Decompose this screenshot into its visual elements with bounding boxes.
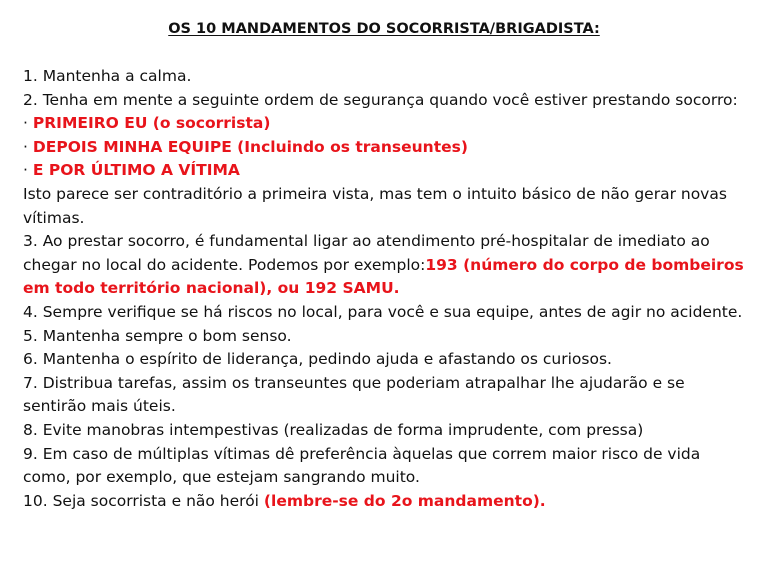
explanation-line-2: vítimas.: [23, 208, 85, 227]
priority-2-text: DEPOIS MINHA EQUIPE (Incluindo os transeuntes): [32, 137, 468, 156]
item-5: 5. Mantenha sempre o bom senso.: [23, 326, 292, 345]
priority-bullet-1: [23, 112, 758, 136]
item-8: 8. Evite manobras intempestivas (realizadas de forma imprudente, com pressa): [23, 420, 644, 439]
item-10: [23, 490, 758, 514]
page-title: OS 10 MANDAMENTOS DO SOCORRISTA/BRIGADISTA:: [168, 21, 600, 37]
item-9-line-2: como, por exemplo, que estejam sangrando muito.: [23, 468, 420, 487]
item-7-line-2: sentirão mais úteis.: [23, 397, 176, 416]
explanation-line-1: Isto parece ser contraditório a primeira vista, mas tem o intuito básico de não gerar novas: [23, 184, 727, 203]
item-3-emergency-detail: em todo território nacional), ou 192 SAMU.: [23, 279, 400, 298]
item-9-line-1: 9. Em caso de múltiplas vítimas dê preferência àquelas que correm maior risco de vida: [23, 444, 701, 463]
bullet-dot: ·: [23, 137, 28, 156]
commandments-text: [23, 65, 758, 513]
item-4: 4. Sempre verifique se há riscos no local, para você e sua equipe, antes de agir no acidente.: [23, 302, 743, 321]
item-10-reminder: (lembre-se do 2o mandamento).: [263, 491, 546, 510]
item-6: 6. Mantenha o espírito de liderança, pedindo ajuda e afastando os curiosos.: [23, 350, 612, 369]
item-3-emergency-number: 193 (número do corpo de bombeiros: [425, 255, 744, 274]
item-7-line-1: 7. Distribua tarefas, assim os transeuntes que poderiam atrapalhar lhe ajudarão e se: [23, 373, 685, 392]
item-10-plain-text: 10. Seja socorrista e não herói: [23, 491, 264, 510]
item-3-line-2: [23, 254, 758, 278]
priority-1-text: PRIMEIRO EU (o socorrista): [32, 114, 271, 133]
item-2: 2. Tenha em mente a seguinte ordem de segurança quando você estiver prestando socorro:: [23, 90, 738, 109]
item-3-plain-text: chegar no local do acidente. Podemos por exemplo:: [23, 255, 426, 274]
item-3-line-1: 3. Ao prestar socorro, é fundamental ligar ao atendimento pré-hospitalar de imediato ao: [23, 232, 710, 251]
item-3-line-3: [23, 277, 758, 301]
priority-bullet-3: [23, 159, 758, 183]
priority-bullet-2: [23, 136, 758, 160]
bullet-dot: ·: [23, 161, 28, 180]
priority-3-text: E POR ÚLTIMO A VÍTIMA: [32, 161, 240, 180]
item-1: 1. Mantenha a calma.: [23, 67, 192, 85]
bullet-dot: ·: [23, 114, 28, 133]
